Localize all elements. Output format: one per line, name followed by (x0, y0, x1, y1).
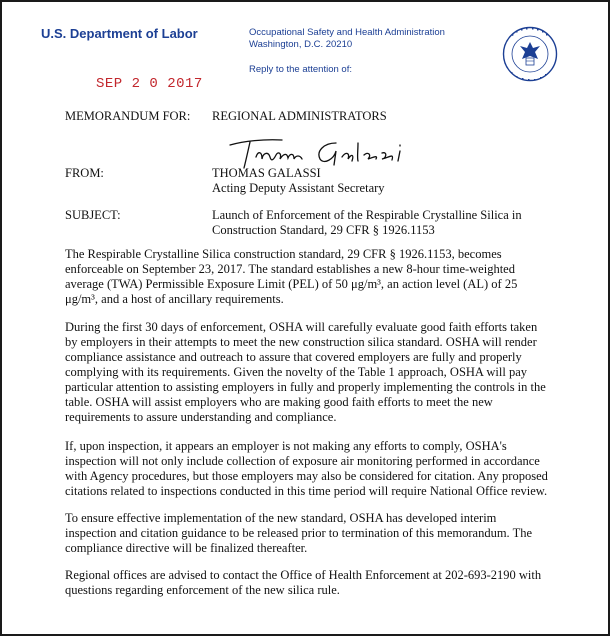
agency-address (249, 27, 445, 51)
from-name: THOMAS GALASSI (212, 166, 321, 180)
paragraph-line: μg/m³, and a host of ancillary requirements. (65, 292, 284, 306)
paragraph-line: If, upon inspection, it appears an employer is not making any efforts to comply, OSHA's (65, 439, 507, 453)
subject-block (212, 208, 522, 238)
subject-line-2: Construction Standard, 29 CFR § 1926.1153 (212, 223, 435, 237)
to-label: MEMORANDUM FOR: (65, 109, 191, 123)
paragraph-line: enforceable on September 23, 2017. The standard establishes a new 8-hour time-weighted (65, 262, 515, 276)
from-label: FROM: (65, 166, 104, 180)
paragraph-line: particular attention to assisting employers in fully and properly implementing the controls in the (65, 380, 546, 394)
paragraph-5 (65, 568, 565, 598)
date-stamp: SEP 2 0 2017 (96, 76, 203, 92)
paragraph-line: Regional offices are advised to contact the Office of Health Enforcement at 202-693-2190 with (65, 568, 542, 582)
reply-attention: Reply to the attention of: (249, 64, 352, 75)
paragraph-1 (65, 247, 565, 307)
paragraph-3 (65, 439, 565, 499)
paragraph-line: inspection will not only include collection of exposure air monitoring performed in accordance (65, 454, 540, 468)
department-name: U.S. Department of Labor (41, 26, 198, 41)
department-seal-icon (502, 26, 558, 82)
agency-name: Occupational Safety and Health Administration (249, 27, 445, 38)
subject-line-1: Launch of Enforcement of the Respirable Crystalline Silica in (212, 208, 522, 222)
paragraph-line: table. OSHA will assist employers who are making good faith efforts to meet the new (65, 395, 493, 409)
paragraph-line: complying with its requirements. Given the novelty of the Table 1 approach, OSHA will pay (65, 365, 527, 379)
paragraph-4 (65, 511, 565, 556)
paragraph-line: compliance directive will be finalized thereafter. (65, 541, 308, 555)
to-value: REGIONAL ADMINISTRATORS (212, 109, 387, 123)
from-block (212, 166, 385, 196)
paragraph-line: by employers in their attempts to meet the new construction silica standard. OSHA will render (65, 335, 537, 349)
paragraph-line: The Respirable Crystalline Silica construction standard, 29 CFR § 1926.1153, becomes (65, 247, 502, 261)
paragraph-line: To ensure effective implementation of the new standard, OSHA has developed interim (65, 511, 497, 525)
paragraph-2 (65, 320, 565, 425)
agency-city: Washington, D.C. 20210 (249, 39, 353, 50)
paragraph-line: with Agency procedures, but those employers may also be considered for citation. Any proposed (65, 469, 548, 483)
paragraph-line: During the first 30 days of enforcement, OSHA will carefully evaluate good faith efforts taken (65, 320, 538, 334)
paragraph-line: average (TWA) Permissible Exposure Limit (PEL) of 50 μg/m³, an action level (AL) of 25 (65, 277, 518, 291)
paragraph-line: questions regarding enforcement of the new silica rule. (65, 583, 340, 597)
from-title: Acting Deputy Assistant Secretary (212, 181, 385, 195)
paragraph-line: inspection and citation guidance to be released prior to termination of this memorandum. The (65, 526, 532, 540)
paragraph-line: compliance assistance and outreach to assure that covered employers are fully and properly (65, 350, 522, 364)
paragraph-line: requirements to assure understanding and compliance. (65, 410, 337, 424)
paragraph-line: citations related to inspections conducted in this time period will require National Office review. (65, 484, 548, 498)
subject-label: SUBJECT: (65, 208, 121, 222)
